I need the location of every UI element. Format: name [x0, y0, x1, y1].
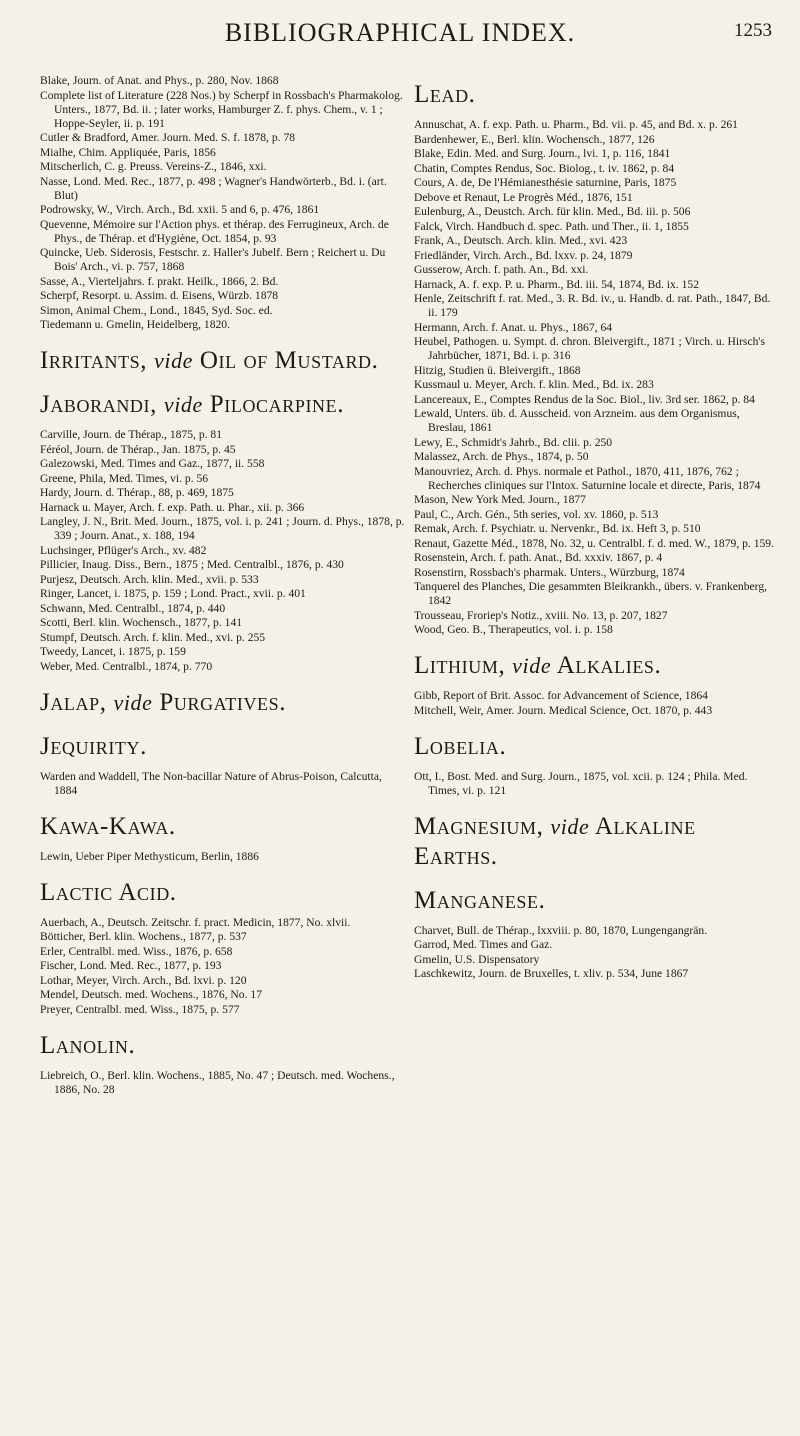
index-section	[40, 688, 406, 718]
index-entry: Harnack u. Mayer, Arch. f. exp. Path. u. Phar., xii. p. 366	[40, 500, 305, 514]
index-entry: Friedländer, Virch. Arch., Bd. lxxv. p. 24, 1879	[414, 248, 633, 262]
heading-vide: vide	[163, 392, 203, 417]
heading-term: Jequirity.	[40, 732, 147, 760]
index-heading	[40, 732, 406, 762]
index-heading	[40, 390, 406, 420]
index-entry: Hitzig, Studien ü. Bleivergift., 1868	[414, 363, 581, 377]
heading-term: Jaborandi,	[40, 391, 157, 418]
heading-term: Lanolin.	[40, 1031, 136, 1059]
index-heading	[40, 688, 406, 718]
index-section	[414, 651, 776, 718]
index-entry: Debove et Renaut, Le Progrès Méd., 1876, 151	[414, 190, 633, 204]
index-entry: Quincke, Ueb. Siderosis, Festschr. z. Haller's Jubelf. Bern ; Reichert u. Du Bois' Arch., vi. p. 757, 1868	[40, 246, 386, 273]
heading-term: Kawa-Kawa.	[40, 812, 176, 840]
index-entry: Mitchell, Weir, Amer. Journ. Medical Science, Oct. 1870, p. 443	[414, 703, 713, 717]
index-entry: Podrowsky, W., Virch. Arch., Bd. xxii. 5 and 6, p. 476, 1861	[40, 203, 320, 216]
index-entry: Auerbach, A., Deutsch. Zeitschr. f. pract. Medicin, 1877, No. xlvii.	[40, 915, 351, 929]
heading-cross-reference: Alkalies.	[556, 652, 662, 679]
heading-term: Lead.	[414, 81, 476, 108]
heading-term: Jalap,	[40, 688, 107, 716]
index-entry: Scherpf, Resorpt. u. Assim. d. Eisens, Würzb. 1878	[40, 289, 279, 302]
page-header	[0, 8, 800, 48]
index-section	[414, 812, 776, 872]
index-entry: Ott, I., Bost. Med. and Surg. Journ., 1875, vol. xcii. p. 124 ; Phila. Med. Times, vi. p. 121	[414, 769, 748, 797]
index-entry: Gmelin, U.S. Dispensatory	[414, 952, 540, 966]
index-entry: Hermann, Arch. f. Anat. u. Phys., 1867, 64	[414, 320, 613, 334]
heading-vide: vide	[154, 348, 194, 373]
index-entry: Garrod, Med. Times and Gaz.	[414, 938, 553, 951]
index-entry: Bötticher, Berl. klin. Wochens., 1877, p. 537	[40, 930, 247, 943]
index-section	[40, 812, 406, 864]
index-entry: Wood, Geo. B., Therapeutics, vol. i. p. 158	[414, 623, 613, 636]
heading-term: Lithium,	[414, 652, 506, 679]
index-heading	[414, 812, 776, 872]
index-entry: Luchsinger, Pflüger's Arch., xv. 482	[40, 543, 207, 557]
index-entry: Purjesz, Deutsch. Arch. klin. Med., xvii. p. 533	[40, 572, 259, 586]
heading-vide: vide	[113, 689, 153, 715]
index-heading	[40, 1031, 406, 1061]
index-entry: Lancereaux, E., Comptes Rendus de la Soc. Biol., liv. 3rd ser. 1862, p. 84	[414, 392, 755, 406]
index-entry: Remak, Arch. f. Psychiatr. u. Nervenkr., Bd. ix. Heft 3, p. 510	[414, 522, 701, 535]
index-entry: Warden and Waddell, The Non-bacillar Nature of Abrus-Poison, Calcutta, 1884	[40, 769, 382, 797]
index-entry: Blake, Edin. Med. and Surg. Journ., lvi. 1, p. 116, 1841	[414, 147, 671, 160]
index-entry: Falck, Virch. Handbuch d. spec. Path. und Ther., ii. 1, 1855	[414, 219, 689, 233]
index-heading	[40, 346, 406, 376]
index-heading	[414, 651, 776, 681]
index-entry: Heubel, Pathogen. u. Sympt. d. chron. Bleivergift., 1871 ; Virch. u. Hirsch's Jahrbücher, 1871, Bd. i. p. 316	[414, 335, 765, 362]
index-entry: Mialhe, Chim. Appliquée, Paris, 1856	[40, 145, 216, 159]
index-section	[40, 878, 406, 1017]
index-entry: Fischer, Lond. Med. Rec., 1877, p. 193	[40, 959, 222, 972]
index-entry: Tweedy, Lancet, i. 1875, p. 159	[40, 645, 186, 658]
index-entry: Lewald, Unters. üb. d. Ausscheid. von Arzneim. aus dem Organismus, Breslau, 1861	[414, 407, 740, 434]
index-entry: Erler, Centralbl. med. Wiss., 1876, p. 658	[40, 944, 233, 958]
heading-term: Irritants,	[40, 347, 148, 374]
index-entry: Carville, Journ. de Thérap., 1875, p. 81	[40, 428, 223, 441]
index-entry: Tanquerel des Planches, Die gesammten Bleikrankh., übers. v. Frankenberg, 1842	[414, 580, 768, 607]
index-entry: Harnack, A. f. exp. P. u. Pharm., Bd. iii. 54, 1874, Bd. ix. 152	[414, 277, 699, 291]
heading-cross-reference: Pilocarpine.	[209, 391, 345, 418]
index-section	[40, 346, 406, 376]
index-entry: Henle, Zeitschrift f. rat. Med., 3. R. Bd. iv., u. Handb. d. rat. Path., 1847, Bd. ii. 179	[414, 292, 771, 319]
index-section	[40, 732, 406, 798]
index-section	[414, 732, 776, 798]
index-entry: Stumpf, Deutsch. Arch. f. klin. Med., xvi. p. 255	[40, 630, 266, 644]
index-entry: Gibb, Report of Brit. Assoc. for Advancement of Science, 1864	[414, 689, 708, 702]
heading-term: Manganese.	[414, 886, 546, 914]
index-entry: Annuschat, A. f. exp. Path. u. Pharm., Bd. vii. p. 45, and Bd. x. p. 261	[414, 118, 738, 131]
index-section	[414, 80, 776, 637]
index-entry: Lewin, Ueber Piper Methysticum, Berlin, 1886	[40, 849, 259, 863]
index-entry: Malassez, Arch. de Phys., 1874, p. 50	[414, 450, 589, 463]
index-entry: Sasse, A., Vierteljahrs. f. prakt. Heilk., 1866, 2. Bd.	[40, 274, 279, 288]
index-entry: Ringer, Lancet, i. 1875, p. 159 ; Lond. Pract., xvii. p. 401	[40, 587, 306, 600]
index-entry: Kussmaul u. Meyer, Arch. f. klin. Med., Bd. ix. 283	[414, 378, 654, 391]
index-entry: Simon, Animal Chem., Lond., 1845, Syd. Soc. ed.	[40, 303, 273, 317]
index-entry: Scotti, Berl. klin. Wochensch., 1877, p. 141	[40, 616, 243, 629]
heading-vide: vide	[512, 653, 552, 678]
index-entry: Mendel, Deutsch. med. Wochens., 1876, No. 17	[40, 988, 262, 1001]
index-entry: Langley, J. N., Brit. Med. Journ., 1875, vol. i. p. 241 ; Journ. d. Phys., 1878, p. 339 ; Journ. Anat., x. 188, 194	[40, 515, 405, 542]
index-entry: Pillicier, Inaug. Diss., Bern., 1875 ; Med. Centralbl., 1876, p. 430	[40, 558, 344, 571]
index-heading	[414, 732, 776, 762]
index-entry: Rosenstirn, Rossbach's pharmak. Unters., Würzburg, 1874	[414, 565, 685, 579]
index-section	[414, 886, 776, 982]
heading-cross-reference: Alkaline Earths.	[414, 812, 696, 870]
heading-vide: vide	[550, 813, 590, 839]
index-entry: Mason, New York Med. Journ., 1877	[414, 493, 586, 506]
index-entry: Rosenstein, Arch. f. path. Anat., Bd. xxxiv. 1867, p. 4	[414, 551, 663, 564]
index-entry: Féréol, Journ. de Thérap., Jan. 1875, p. 45	[40, 442, 236, 456]
index-entry: Preyer, Centralbl. med. Wiss., 1875, p. 577	[40, 1002, 240, 1016]
index-section	[40, 390, 406, 674]
index-entry: Renaut, Gazette Méd., 1878, No. 32, u. Centralbl. f. d. med. W., 1879, p. 159.	[414, 536, 774, 550]
index-section	[40, 1031, 406, 1097]
index-entry: Schwann, Med. Centralbl., 1874, p. 440	[40, 601, 226, 615]
heading-term: Magnesium,	[414, 812, 544, 840]
index-entry: Complete list of Literature (228 Nos.) by Scherpf in Rossbach's Pharmakolog. Unters., 1877, Bd. ii. ; later works, Hamburger Z. f. phys. Chem., v. 1 ; Hoppe-Seyler, ii. p. 191	[40, 88, 403, 130]
index-entry: Mitscherlich, C. g. Preuss. Vereins-Z., 1846, xxi.	[40, 160, 267, 173]
heading-term: Lobelia.	[414, 732, 507, 760]
index-entry: Weber, Med. Centralbl., 1874, p. 770	[40, 659, 213, 673]
heading-cross-reference: Oil of Mustard.	[199, 347, 379, 374]
index-entry: Gusserow, Arch. f. path. An., Bd. xxi.	[414, 263, 589, 276]
index-entry: Eulenburg, A., Deustch. Arch. für klin. Med., Bd. iii. p. 506	[414, 205, 691, 218]
index-entry: Laschkewitz, Journ. de Bruxelles, t. xliv. p. 534, June 1867	[414, 967, 689, 980]
left-column	[40, 74, 406, 1424]
index-heading	[40, 812, 406, 842]
index-entry: Paul, C., Arch. Gén., 5th series, vol. xv. 1860, p. 513	[414, 507, 659, 521]
index-entry: Lothar, Meyer, Virch. Arch., Bd. lxvi. p. 120	[40, 973, 247, 987]
index-entry: Frank, A., Deutsch. Arch. klin. Med., xvi. 423	[414, 234, 628, 247]
index-entry: Bardenhewer, E., Berl. klin. Wochensch., 1877, 126	[414, 132, 655, 146]
index-entry: Greene, Phila, Med. Times, vi. p. 56	[40, 471, 209, 485]
index-entry: Cours, A. de, De l'Hémianesthésie saturnine, Paris, 1875	[414, 176, 677, 189]
right-column	[414, 74, 776, 1424]
index-entry: Manouvriez, Arch. d. Phys. normale et Pathol., 1870, 411, 1876, 762 ; Recherches cliniques sur l'Intox. Saturnine locale et directe, Paris, 1874	[414, 464, 761, 492]
index-entry: Chatin, Comptes Rendus, Soc. Biolog., t. iv. 1862, p. 84	[414, 161, 675, 175]
index-entry: Hardy, Journ. d. Thérap., 88, p. 469, 1875	[40, 486, 234, 499]
index-heading	[414, 886, 776, 916]
index-heading	[414, 80, 776, 110]
index-entry: Lewy, E., Schmidt's Jahrb., Bd. clii. p. 250	[414, 435, 613, 449]
index-entry: Blake, Journ. of Anat. and Phys., p. 280, Nov. 1868	[40, 74, 279, 87]
index-entry: Quevenne, Mémoire sur l'Action phys. et thérap. des Ferrugineux, Arch. de Phys., de Thérap. et d'Hygiène, Oct. 1854, p. 93	[40, 217, 389, 245]
page-title: BIBLIOGRAPHICAL INDEX.	[224, 18, 576, 47]
index-entry: Cutler & Bradford, Amer. Journ. Med. S. f. 1878, p. 78	[40, 131, 296, 144]
index-entry: Charvet, Bull. de Thérap., lxxviii. p. 80, 1870, Lungengangrän.	[414, 923, 708, 937]
index-entry: Tiedemann u. Gmelin, Heidelberg, 1820.	[40, 318, 230, 331]
index-entry: Trousseau, Froriep's Notiz., xviii. No. 13, p. 207, 1827	[414, 608, 668, 622]
index-heading	[40, 878, 406, 908]
heading-cross-reference: Purgatives.	[159, 688, 287, 716]
heading-term: Lactic Acid.	[40, 878, 177, 906]
index-entry: Liebreich, O., Berl. klin. Wochens., 1885, No. 47 ; Deutsch. med. Wochens., 1886, No. 28	[40, 1068, 395, 1096]
index-entry: Nasse, Lond. Med. Rec., 1877, p. 498 ; Wagner's Handwörterb., Bd. i. (art. Blut)	[40, 174, 387, 202]
page-number: 1253	[734, 20, 772, 41]
index-entry: Galezowski, Med. Times and Gaz., 1877, ii. 558	[40, 457, 265, 470]
index-section	[40, 74, 406, 332]
